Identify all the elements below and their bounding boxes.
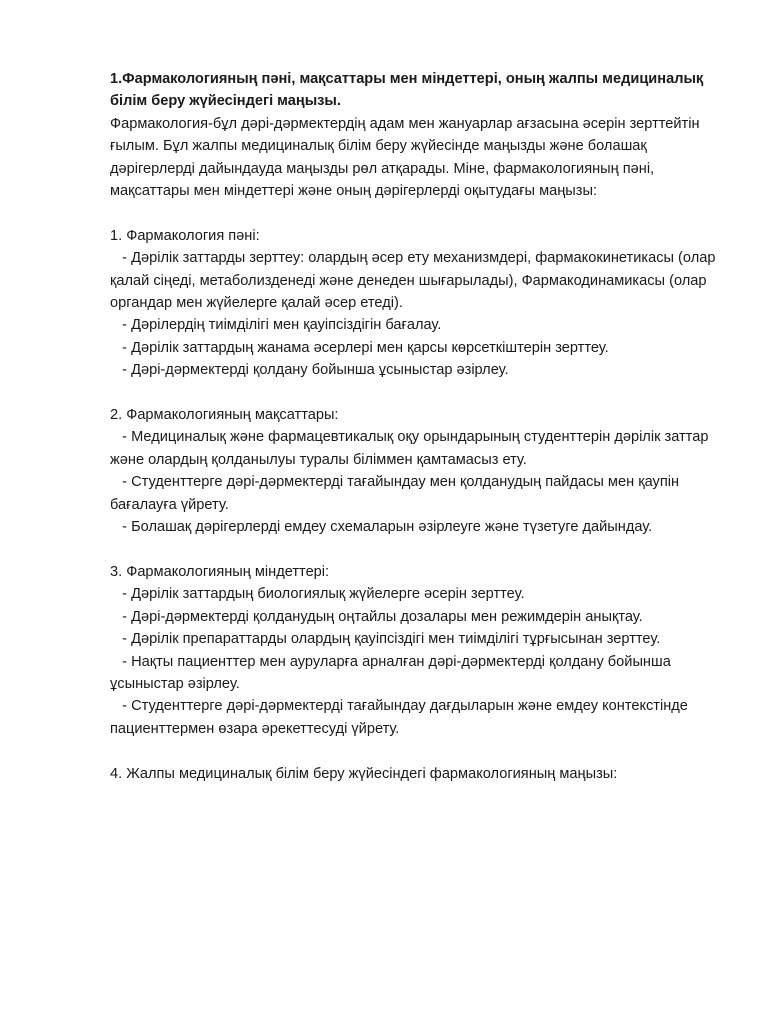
list-item: - Студенттерге дәрі-дәрмектерді тағайындау дағдыларын және емдеу контекстінде пациенттермен өзара әрекеттесуді үйрету. xyxy=(110,698,688,737)
list-item: - Нақты пациенттер мен ауруларға арналған дәрі-дәрмектерді қолдану бойынша ұсыныстар әзірлеу. xyxy=(110,653,671,692)
section-title: 4. Жалпы медициналық білім беру жүйесіндегі фармакологияның маңызы: xyxy=(110,765,618,782)
list-item: - Медициналық және фармацевтикалық оқу орындарының студенттерін дәрілік заттар және олардың қолданылуы туралы біліммен қамтамасыз ету. xyxy=(110,429,709,468)
document-page xyxy=(110,68,720,785)
section-title: 2. Фармакологияның мақсаттары: xyxy=(110,407,339,424)
document-heading: 1.Фармакологияның пәні, мақсаттары мен міндеттері, оның жалпы медициналық білім беру жүйесіндегі маңызы. xyxy=(110,71,704,110)
list-item: - Дәрі-дәрмектерді қолдану бойынша ұсыныстар әзірлеу. xyxy=(122,362,509,379)
list-item: - Дәрілік заттарды зерттеу: олардың әсер ету механизмдері, фармакокинетикасы (олар қалай сіңеді, метаболизденеді және денеден шығарылады), Фармакодинамикасы (олар органдар мен жүйелерге қалай әсер етеді). xyxy=(110,250,716,312)
section-importance xyxy=(110,763,720,785)
list-item: - Дәрілік заттардың жанама әсерлері мен қарсы көрсеткіштерін зерттеу. xyxy=(122,339,609,356)
list-item: - Дәрілік препараттарды олардың қауіпсіздігі мен тиімділігі тұрғысынан зерттеу. xyxy=(122,631,661,648)
spacer xyxy=(110,202,720,224)
list-item: - Студенттерге дәрі-дәрмектерді тағайындау мен қолданудың пайдасы мен қаупін бағалауға үйрету. xyxy=(110,474,680,513)
section-tasks xyxy=(110,561,720,740)
section-subject xyxy=(110,225,720,382)
intro-paragraph: Фармакология-бұл дәрі-дәрмектердің адам мен жануарлар ағзасына әсерін зерттейтін ғылым. Бұл жалпы медициналық білім беру жүйесінде маңызды және болашақ дәрігерлерді дайындауда маңызды рөл атқарады. Міне, фармакологияның пәні, мақсаттары мен міндеттері және оның дәрігерлерді оқытудағы маңызы: xyxy=(110,115,700,200)
list-item: - Дәрілік заттардың биологиялық жүйелерге әсерін зерттеу. xyxy=(122,586,525,603)
list-item: - Болашақ дәрігерлерді емдеу схемаларын әзірлеуге және түзетуге дайындау. xyxy=(122,519,653,536)
section-title: 3. Фармакологияның міндеттері: xyxy=(110,563,330,580)
spacer xyxy=(110,740,720,762)
list-item: - Дәрі-дәрмектерді қолданудың оңтайлы дозалары мен режимдерін анықтау. xyxy=(122,608,643,625)
section-goals xyxy=(110,404,720,538)
spacer xyxy=(110,382,720,404)
section-title: 1. Фармакология пәні: xyxy=(110,227,260,244)
list-item: - Дәрілердің тиімділігі мен қауіпсіздігін бағалау. xyxy=(122,317,442,334)
spacer xyxy=(110,539,720,561)
